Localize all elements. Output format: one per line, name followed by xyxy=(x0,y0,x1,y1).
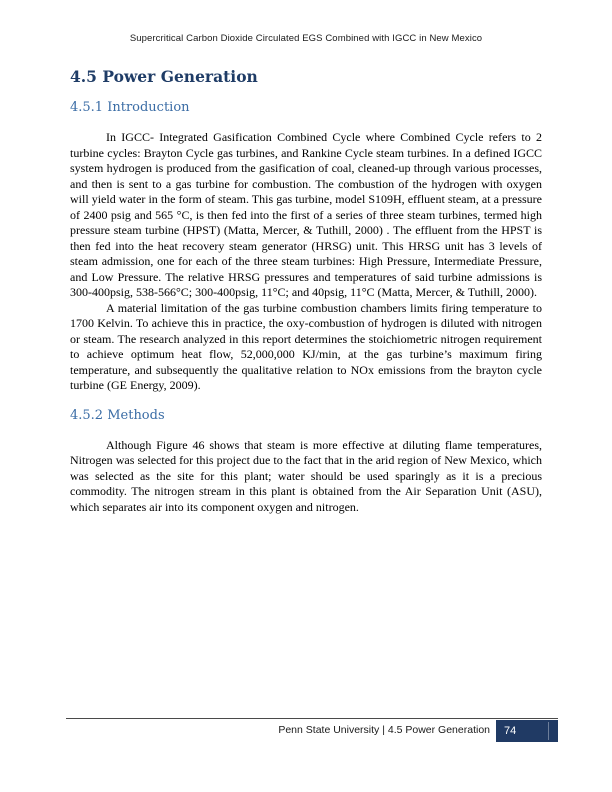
methods-paragraph-1: Although Figure 46 shows that steam is more effective at diluting flame temperatures, Nitrogen was selected for this project due to the fact that in the arid region of New Mexico, which was selected as the site for this plant; water should be used sparingly as it is a precious commodity. The nitrogen stream in this plant is obtained from the Air Separation Unit (ASU), which separates air into its component oxygen and nitrogen. xyxy=(70,437,542,514)
page-number-badge: 74 xyxy=(496,720,558,742)
intro-paragraph-2: A material limitation of the gas turbine combustion chambers limits firing temperature to 1700 Kelvin. To achieve this in practice, the oxy-combustion of hydrogen is diluted with nitrogen or steam. The research analyzed in this report determines the stoichiometric nitrogen requirement to achieve optimum heat flow, 52,000,000 KJ/min, at the gas turbine’s maximum firing temperature, and subsequently the qualitative relation to NOx emissions from the brayton cycle turbine (GE Energy, 2009). xyxy=(70,300,542,392)
section-title: 4.5 Power Generation xyxy=(70,67,258,86)
subsection-heading-introduction: 4.5.1 Introduction xyxy=(70,100,190,115)
subsection-heading-methods: 4.5.2 Methods xyxy=(70,407,165,423)
page-content xyxy=(70,67,542,515)
running-header: Supercritical Carbon Dioxide Circulated EGS Combined with IGCC in New Mexico xyxy=(129,33,483,44)
intro-paragraph-1: In IGCC- Integrated Gasification Combined Cycle where Combined Cycle refers to 2 turbine cycles: Brayton Cycle gas turbines, and Rankine Cycle steam turbines. In a defined IGCC system hydrogen is produced from the gasification of coal, cleaned-up through various processes, and then is sent to a gas turbine for combustion. The combustion of the hydrogen with oxygen will yield water in the form of steam. This gas turbine, model S109H, effluent steam, at a pressure of 2400 psig and 565 °C, is then fed into the first of a series of three steam turbines, termed high pressure steam turbine (HPST) (Matta, Mercer, & Tuthill, 2000) . The effluent from the HPST is then fed into the heat recovery steam generator (HRSG) unit. This HRSG unit has 3 levels of steam admission, one for each of the three steam turbines: High Pressure, Intermediate Pressure, and Low Pressure. The relative HRSG pressures and temperatures of said turbine admissions is 300-400psig, 538-566°C; 300-400psig, 11°C; and 40psig, 11°C (Matta, Mercer, & Tuthill, 2000). xyxy=(70,130,542,299)
footer-text: Penn State University | 4.5 Power Generation xyxy=(278,724,490,736)
footer-divider xyxy=(66,718,558,719)
